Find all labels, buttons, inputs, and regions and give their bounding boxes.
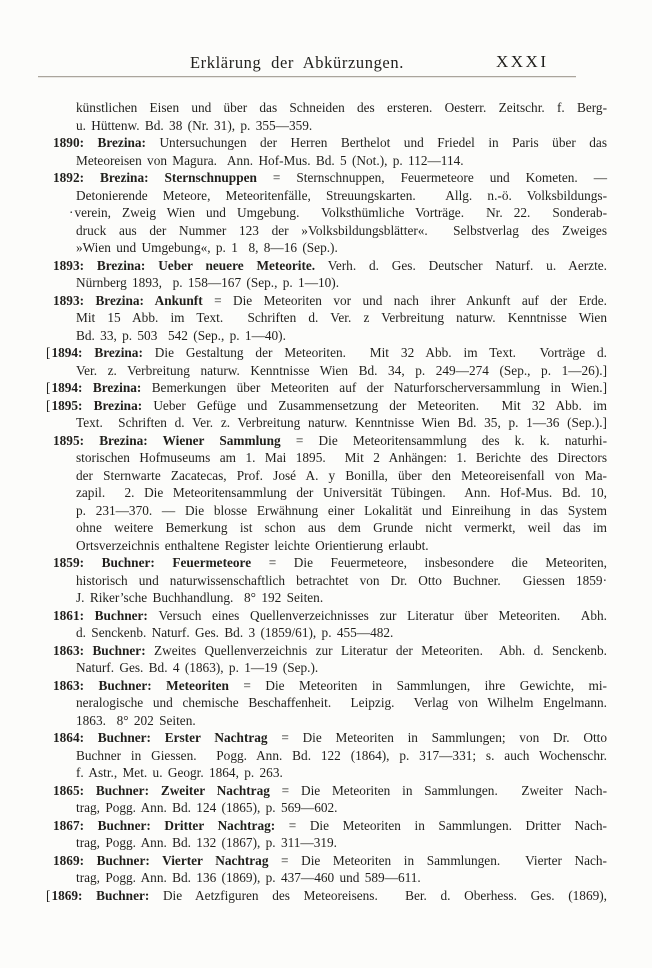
bibliography-line: Mit 15 Abb. im Text. Schriften d. Ver. z Verbreitung naturw. Kenntnisse Wien [76,310,607,325]
bibliography-line: Ortsverzeichnis enthaltene Register leichte Orientierung erlaubt. [76,537,429,553]
bibliography-line: Meteoreisen von Magura. Ann. Hof-Mus. Bd. 5 (Not.), p. 112—114. [76,152,464,168]
bibliography-line: 1893: Brezina: Ankunft = Die Meteoriten vor und nach ihrer Ankunft auf der Erde. [53,292,608,308]
bibliography-line: [1869: Buchner: Die Aetzfiguren des Meteoreisens. Ber. d. Oberhess. Ges. (1869), [46,887,607,903]
bibliography-line: trag, Pogg. Ann. Bd. 124 (1865), p. 569—602. [76,800,338,815]
bibliography-line: Ver. z. Verbreitung naturw. Kenntnisse Wien Bd. 34, p. 249—274 (Sep., p. 1—26).] [76,362,607,378]
bibliography-line: 1895: Brezina: Wiener Sammlung = Die Meteoritensammlung des k. k. naturhi- [53,432,608,448]
bibliography-line: 1863: Buchner: Meteoriten = Die Meteoriten in Sammlungen, ihre Gewichte, mi- [53,677,607,693]
bibliography-line: 1863. 8° 202 Seiten. [76,712,196,728]
bibliography-line: trag, Pogg. Ann. Bd. 132 (1867), p. 311—319. [76,835,337,850]
bibliography-line: 1893: Brezina: Ueber neuere Meteorite. Verh. d. Ges. Deutscher Naturf. u. Aerzte. [53,257,607,273]
bibliography-line: u. Hüttenw. Bd. 38 (Nr. 31), p. 355—359. [76,117,313,133]
bibliography-line: storischen Hofmuseums am 1. Mai 1895. Mit 2 Anhängen: 1. Berichte des Directors [76,450,607,465]
bibliography-line: 1869: Buchner: Vierter Nachtrag = Die Meteoriten in Sammlungen. Vierter Nach- [53,852,607,868]
bibliography-line: der Sternwarte Zacatecas, Prof. José A. y Bonilla, über den Meteoreisenfall von Ma- [76,467,607,483]
bibliography-line: 1867: Buchner: Dritter Nachtrag: = Die Meteoriten in Sammlungen. Dritter Nach- [53,817,607,833]
bibliography-line: »Wien und Umgebung«, p. 1 8, 8—16 (Sep.). [76,240,338,255]
bibliography-line: J. Riker’sche Buchhandlung. 8° 192 Seiten. [76,590,324,605]
bracket-mark: [ [46,345,51,360]
bibliography-line: Nürnberg 1893, p. 158—167 (Sep., p. 1—10). [76,275,340,290]
bracket-mark: [ [46,397,51,413]
bibliography-line: ·verein, Zweig Wien und Umgebung. Volksthümliche Vorträge. Nr. 22. Sonderab- [69,205,607,220]
bibliography-line: [1894: Brezina: Die Gestaltung der Meteoriten. Mit 32 Abb. im Text. Vorträge d. [46,345,607,360]
bibliography-line: zapil. 2. Die Meteoritensammlung der Universität Tübingen. Ann. Hof-Mus. Bd. 10, [76,485,607,500]
bibliography-line: neralogische und chemische Beschaffenheit. Leipzig. Verlag von Wilhelm Engelmann. [76,695,607,710]
bibliography-line: trag, Pogg. Ann. Bd. 136 (1869), p. 437—460 und 589—611. [76,870,421,885]
bibliography-line: Bd. 33, p. 503 542 (Sep., p. 1—40). [76,327,286,343]
bibliography-line: Detonierende Meteore, Meteoritenfälle, Streuungskarten. Allg. n.-ö. Volksbildungs- [76,187,607,203]
bibliography-line: 1859: Buchner: Feuermeteore = Die Feuermeteore, insbesondere die Meteoriten, [53,555,607,570]
bibliography-line: [1894: Brezina: Bemerkungen über Meteoriten auf der Naturforscherversammlung in Wien.] [46,380,608,395]
bibliography-line: Text. Schriften d. Ver. z. Verbreitung naturw. Kenntnisse Wien Bd. 35, p. 1—36 (Sep.).] [76,415,607,430]
bibliography-lines [46,99,608,904]
bibliography-line: Buchner in Giessen. Pogg. Ann. Bd. 122 (1864), p. 317—331; s. auch Wochenschr. [76,747,607,763]
bibliography-line: 1861: Buchner: Versuch eines Quellenverzeichnisses zur Literatur über Meteoriten. Abh. [53,607,607,623]
bibliography-line: f. Astr., Met. u. Geogr. 1864, p. 263. [76,765,283,780]
header-rule [38,76,576,77]
bracket-mark: [ [46,887,51,903]
bibliography-line: Naturf. Ges. Bd. 4 (1863), p. 1—19 (Sep.). [76,660,319,675]
bibliography-line: d. Senckenb. Naturf. Ges. Bd. 3 (1859/61), p. 455—482. [76,625,394,640]
bibliography-line: historisch und naturwissenschaftlich betrachtet von Dr. Otto Buchner. Giessen 1859· [76,572,607,588]
page-header-title: Erklärung der Abkürzungen. [190,53,404,72]
bibliography-line: [1895: Brezina: Ueber Gefüge und Zusammensetzung der Meteoriten. Mit 32 Abb. im [46,397,607,413]
bibliography-line: 1890: Brezina: Untersuchungen der Herren Berthelot und Friedel in Paris über das [53,135,607,150]
bibliography-line: 1863: Buchner: Zweites Quellenverzeichnis zur Literatur der Meteoriten. Abh. d. Senckenb. [53,642,607,658]
bibliography-line: künstlichen Eisen und über das Schneiden des ersteren. Oesterr. Zeitschr. f. Berg- [76,100,607,115]
bibliography-line: 1892: Brezina: Sternschnuppen = Sternschnuppen, Feuermeteore und Kometen. — [53,170,607,185]
bibliography-line: ohne weitere Bemerkung ist schon aus dem Grunde nicht vermerkt, weil das im [76,520,607,535]
bracket-mark: · [69,205,74,220]
bibliography-line: p. 231—370. — Die blosse Erwähnung einer Lokalität und Einreihung in das System [76,502,607,518]
bibliography-line: 1864: Buchner: Erster Nachtrag = Die Meteoriten in Sammlungen; von Dr. Otto [53,730,607,745]
bracket-mark: [ [46,380,51,395]
page-number: XXXI [496,52,549,71]
bibliography-line: druck aus der Nummer 123 der »Volksbildungsblätter«. Selbstverlag des Zweiges [76,222,607,238]
bibliography-line: 1865: Buchner: Zweiter Nachtrag = Die Meteoriten in Sammlungen. Zweiter Nach- [53,782,607,798]
